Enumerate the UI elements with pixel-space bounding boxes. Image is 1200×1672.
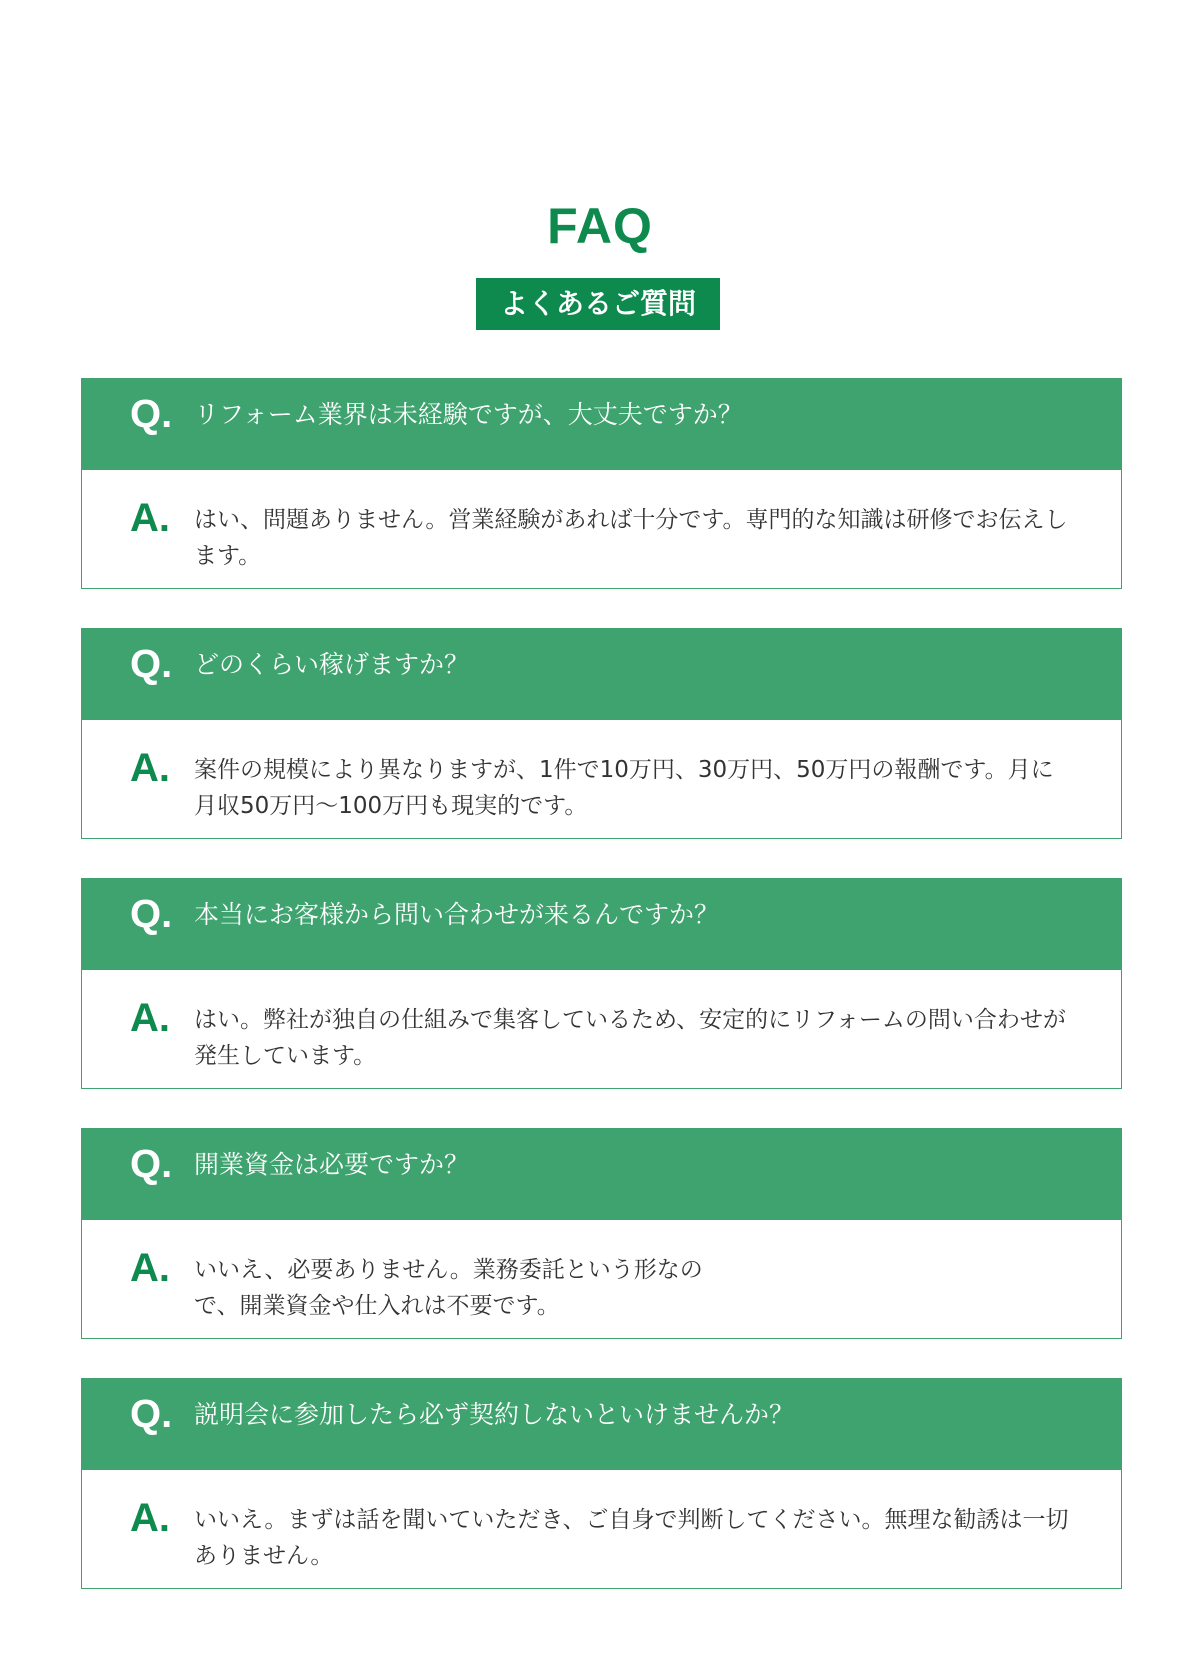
- faq-item: [81, 378, 1122, 589]
- faq-question-text: リフォーム業界は未経験ですが、大丈夫ですか？: [194, 400, 743, 429]
- faq-question-text: 本当にお客様から問い合わせが来るんですか？: [194, 900, 720, 929]
- faq-answer-box: [82, 1470, 1121, 1588]
- faq-question-bar: [82, 1379, 1121, 1470]
- faq-answer-text: はい、問題ありません。営業経験があれば十分です。専門的な知識は研修でお伝えします。: [194, 507, 1068, 569]
- faq-question-bar: [82, 379, 1121, 470]
- faq-answer-text: はい。弊社が独自の仕組みで集客しているため、安定的にリフォームの問い合わせが発生しています。: [194, 1007, 1066, 1069]
- question-mark: Q.: [130, 1142, 173, 1186]
- faq-answer-box: [82, 1220, 1121, 1338]
- answer-mark: A.: [130, 746, 170, 790]
- faq-list: [81, 378, 1122, 1628]
- faq-answer-box: [82, 970, 1121, 1088]
- answer-mark: A.: [130, 1246, 170, 1290]
- faq-question-text: 説明会に参加したら必ず契約しないといけませんか？: [194, 1400, 795, 1429]
- faq-question-bar: [82, 1129, 1121, 1220]
- faq-item: [81, 878, 1122, 1089]
- question-mark: Q.: [130, 642, 173, 686]
- faq-answer-text: いいえ、必要ありません。業務委託という形なので、開業資金や仕入れは不要です。: [194, 1257, 703, 1319]
- answer-mark: A.: [130, 496, 170, 540]
- answer-mark: A.: [130, 996, 170, 1040]
- answer-mark: A.: [130, 1496, 170, 1540]
- faq-answer-box: [82, 720, 1121, 838]
- faq-question-text: どのくらい稼げますか？: [194, 650, 470, 679]
- faq-answer-box: [82, 470, 1121, 588]
- question-mark: Q.: [130, 1392, 173, 1436]
- faq-question-bar: [82, 629, 1121, 720]
- faq-question-text: 開業資金は必要ですか？: [194, 1150, 470, 1179]
- page-subtitle-badge: よくあるご質問: [476, 278, 720, 330]
- faq-answer-text: 案件の規模により異なりますが、1件で10万円、30万円、50万円の報酬です。月に月収50万円〜100万円も現実的です。: [194, 757, 1054, 819]
- faq-question-bar: [82, 879, 1121, 970]
- faq-item: [81, 1378, 1122, 1589]
- question-mark: Q.: [130, 892, 173, 936]
- faq-item: [81, 628, 1122, 839]
- question-mark: Q.: [130, 392, 173, 436]
- faq-answer-text: いいえ。まずは話を聞いていただき、ご自身で判断してください。無理な勧誘は一切ありません。: [194, 1507, 1069, 1569]
- faq-item: [81, 1128, 1122, 1339]
- page-title: FAQ: [547, 198, 653, 254]
